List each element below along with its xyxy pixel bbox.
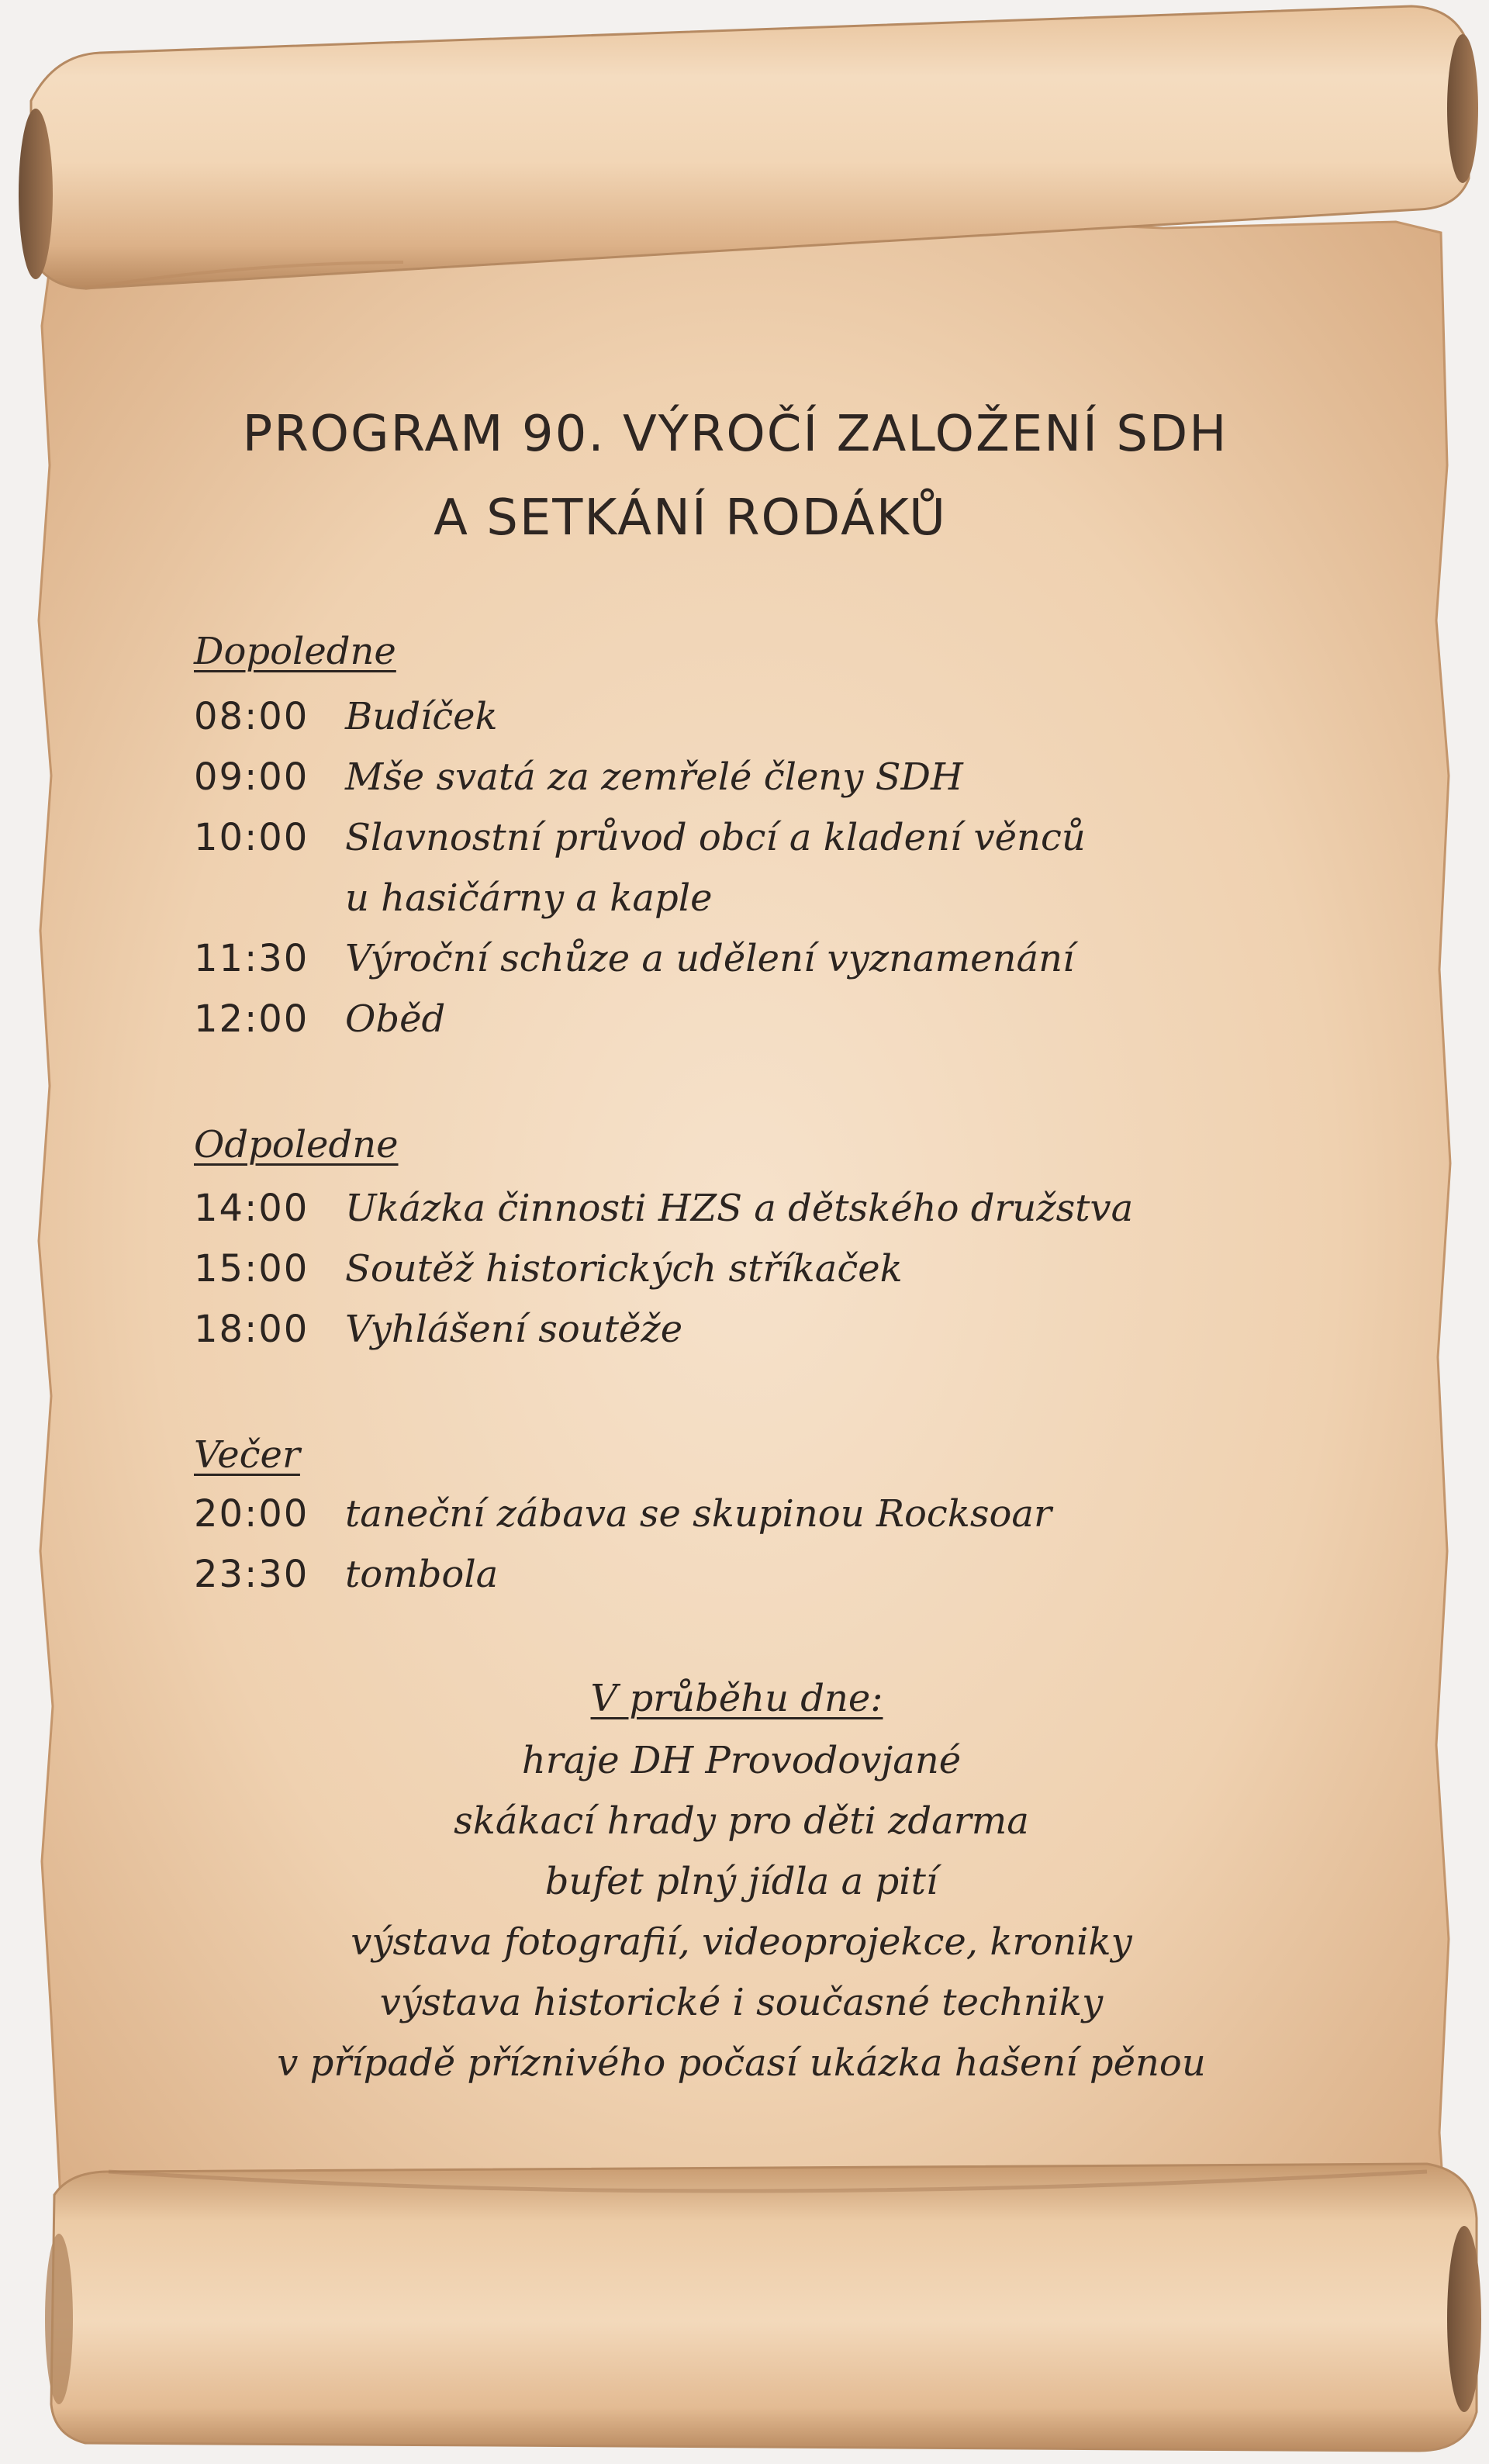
schedule-text: taneční zábava se skupinou Rocksoar (345, 1492, 1052, 1536)
during-day-item: skákací hrady pro děti zdarma (454, 1799, 1029, 1843)
during-day-item: bufet plný jídla a pití (544, 1860, 938, 1903)
schedule-time: 18:00 (194, 1308, 309, 1351)
schedule-text: Mše svatá za zemřelé členy SDH (345, 755, 963, 799)
schedule-time: 23:30 (194, 1553, 309, 1596)
section-heading-afternoon: Odpoledne (194, 1123, 399, 1166)
section-heading-morning: Dopoledne (194, 630, 396, 673)
schedule-text: Ukázka činnosti HZS a dětského družstva (345, 1187, 1134, 1230)
schedule-text: tombola (345, 1553, 499, 1596)
schedule-text: Vyhlášení soutěže (345, 1308, 683, 1351)
schedule-text: Budíček (345, 695, 498, 738)
program-title-line1: PROGRAM 90. VÝROČÍ ZALOŽENÍ SDH (242, 406, 1228, 463)
schedule-time: 15:00 (194, 1247, 309, 1291)
schedule-time: 11:30 (194, 937, 309, 980)
during-day-item: výstava historické i současné techniky (379, 1981, 1104, 2024)
program-title-line2: A SETKÁNÍ RODÁKŮ (434, 489, 947, 547)
schedule-time: 08:00 (194, 695, 309, 738)
section-heading-evening: Večer (194, 1433, 300, 1477)
during-day-item: hraje DH Provodovjané (521, 1739, 962, 1782)
schedule-time: 10:00 (194, 816, 309, 859)
during-day-heading: V průběhu dne: (590, 1677, 883, 1720)
schedule-text: Slavnostní průvod obcí a kladení věnců (345, 816, 1086, 859)
schedule-time: 12:00 (194, 997, 309, 1041)
schedule-text: Oběd (345, 997, 446, 1041)
during-day-item: v případě příznivého počasí ukázka hašení pěnou (277, 2041, 1206, 2085)
schedule-text: Výroční schůze a udělení vyznamenání (345, 937, 1075, 980)
during-day-item: výstava fotografií, videoprojekce, kroniky (351, 1920, 1132, 1964)
schedule-time: 09:00 (194, 755, 309, 799)
schedule-text: Soutěž historických stříkaček (345, 1247, 903, 1291)
schedule-text: u hasičárny a kaple (345, 876, 713, 920)
schedule-time: 14:00 (194, 1187, 309, 1230)
schedule-time: 20:00 (194, 1492, 309, 1536)
